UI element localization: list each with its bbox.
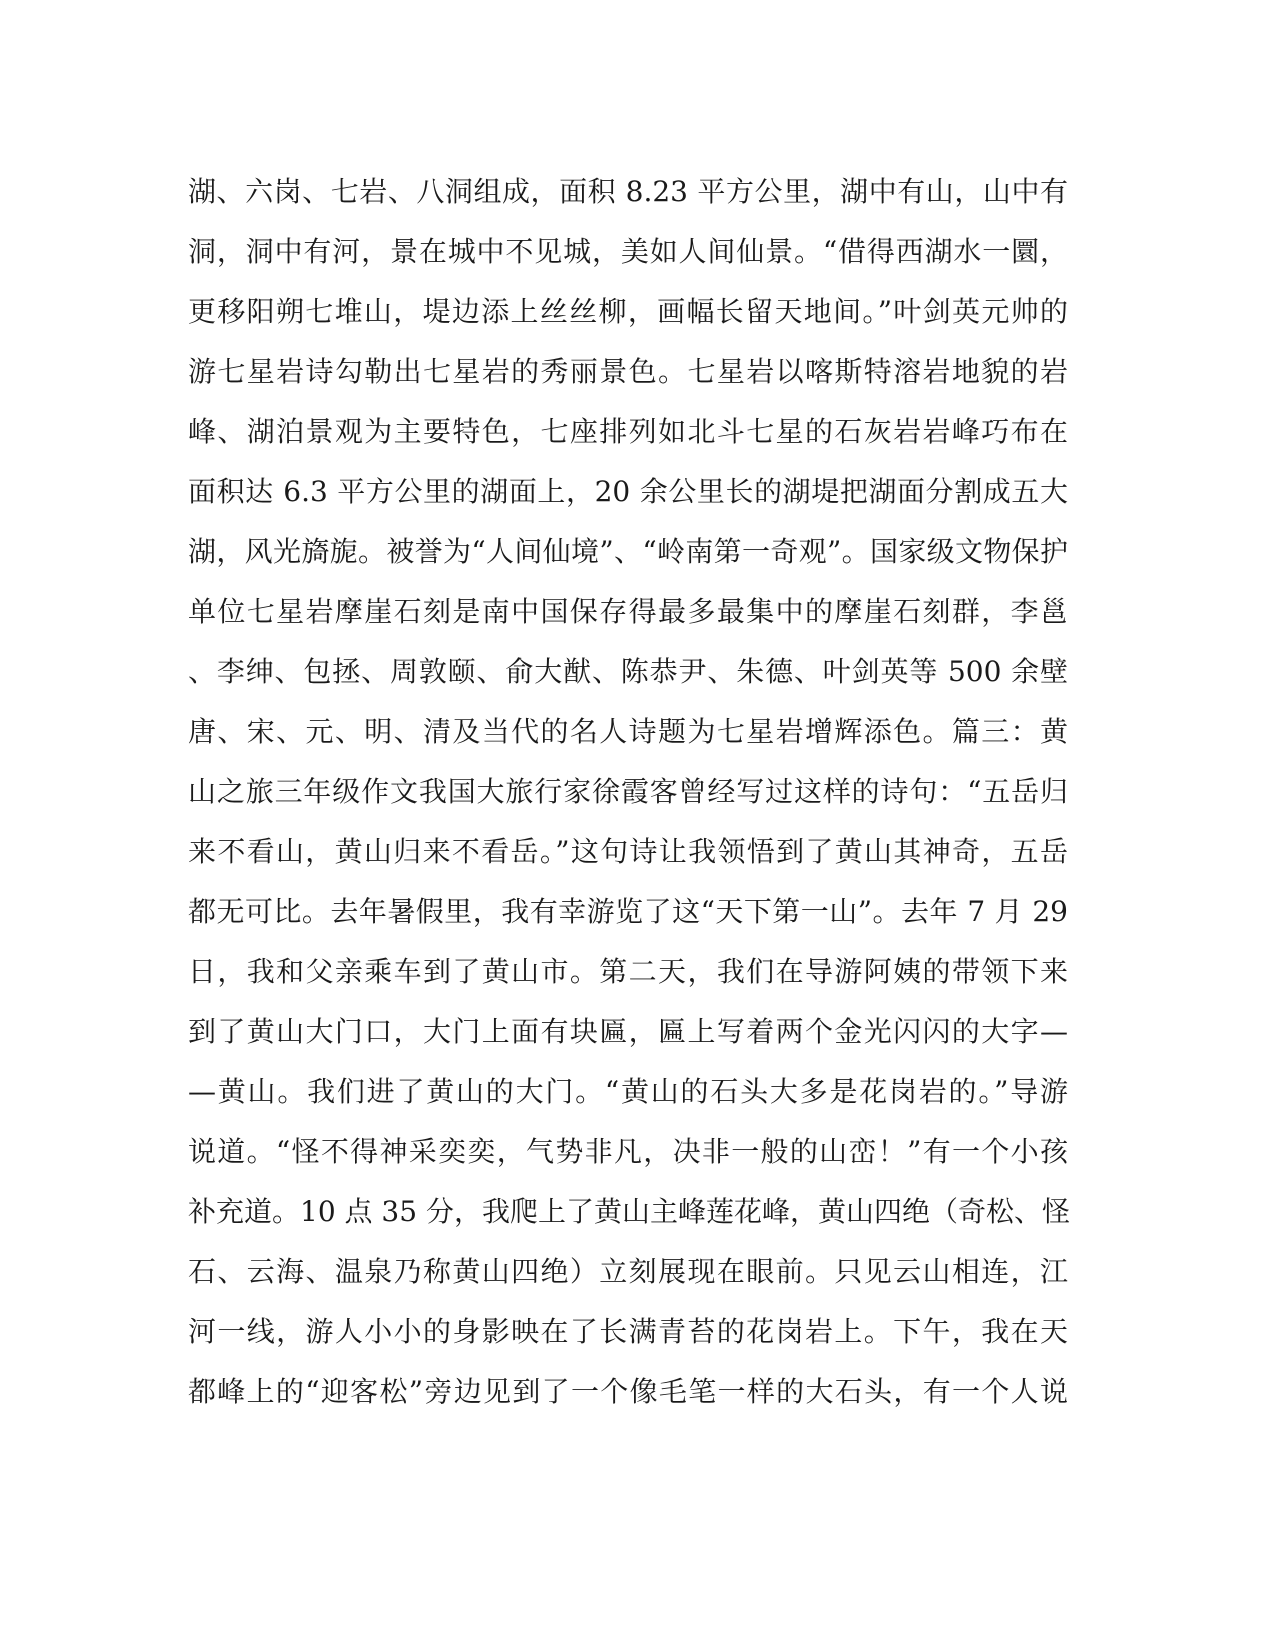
text-line: 面积达 6.3 平方公里的湖面上，20 余公里长的湖堤把湖面分割成五大 (188, 475, 1068, 508)
text-line: 游七星岩诗勾勒出七星岩的秀丽景色。七星岩以喀斯特溶岩地貌的岩 (188, 355, 1068, 388)
body-text (188, 162, 1068, 1422)
text-line: 河一线，游人小小的身影映在了长满青苔的花岗岩上。下午，我在天 (188, 1315, 1068, 1348)
text-line: 峰、湖泊景观为主要特色，七座排列如北斗七星的石灰岩岩峰巧布在 (188, 415, 1068, 448)
text-line: 来不看山，黄山归来不看岳。”这句诗让我领悟到了黄山其神奇，五岳 (188, 835, 1068, 868)
text-line: 更移阳朔七堆山，堤边添上丝丝柳，画幅长留天地间。”叶剑英元帅的 (188, 295, 1068, 328)
text-line: 唐、宋、元、明、清及当代的名人诗题为七星岩增辉添色。篇三：黄 (188, 715, 1068, 748)
text-line: 到了黄山大门口，大门上面有块匾，匾上写着两个金光闪闪的大字— (188, 1015, 1068, 1048)
text-line: 都峰上的“迎客松”旁边见到了一个像毛笔一样的大石头，有一个人说 (188, 1375, 1068, 1408)
text-line: 日，我和父亲乘车到了黄山市。第二天，我们在导游阿姨的带领下来 (188, 955, 1068, 988)
text-line: 石、云海、温泉乃称黄山四绝）立刻展现在眼前。只见云山相连，江 (188, 1255, 1068, 1288)
text-line: 湖、六岗、七岩、八洞组成，面积 8.23 平方公里，湖中有山，山中有 (188, 175, 1068, 208)
text-line: 山之旅三年级作文我国大旅行家徐霞客曾经写过这样的诗句：“五岳归 (188, 775, 1068, 808)
text-line: 都无可比。去年暑假里，我有幸游览了这“天下第一山”。去年 7 月 29 (188, 895, 1068, 928)
text-line: —黄山。我们进了黄山的大门。“黄山的石头大多是花岗岩的。”导游 (188, 1075, 1068, 1108)
text-line: 、李绅、包拯、周敦颐、俞大猷、陈恭尹、朱德、叶剑英等 500 余壁 (188, 655, 1068, 688)
text-line: 补充道。10 点 35 分，我爬上了黄山主峰莲花峰，黄山四绝（奇松、怪 (188, 1195, 1070, 1228)
text-line: 洞，洞中有河，景在城中不见城，美如人间仙景。“借得西湖水一圜， (188, 235, 1068, 268)
text-line: 说道。“怪不得神采奕奕，气势非凡，决非一般的山峦！”有一个小孩 (188, 1135, 1068, 1168)
text-line: 湖，风光旖旎。被誉为“人间仙境”、“岭南第一奇观”。国家级文物保护 (188, 535, 1068, 568)
text-line: 单位七星岩摩崖石刻是南中国保存得最多最集中的摩崖石刻群，李邕 (188, 595, 1068, 628)
